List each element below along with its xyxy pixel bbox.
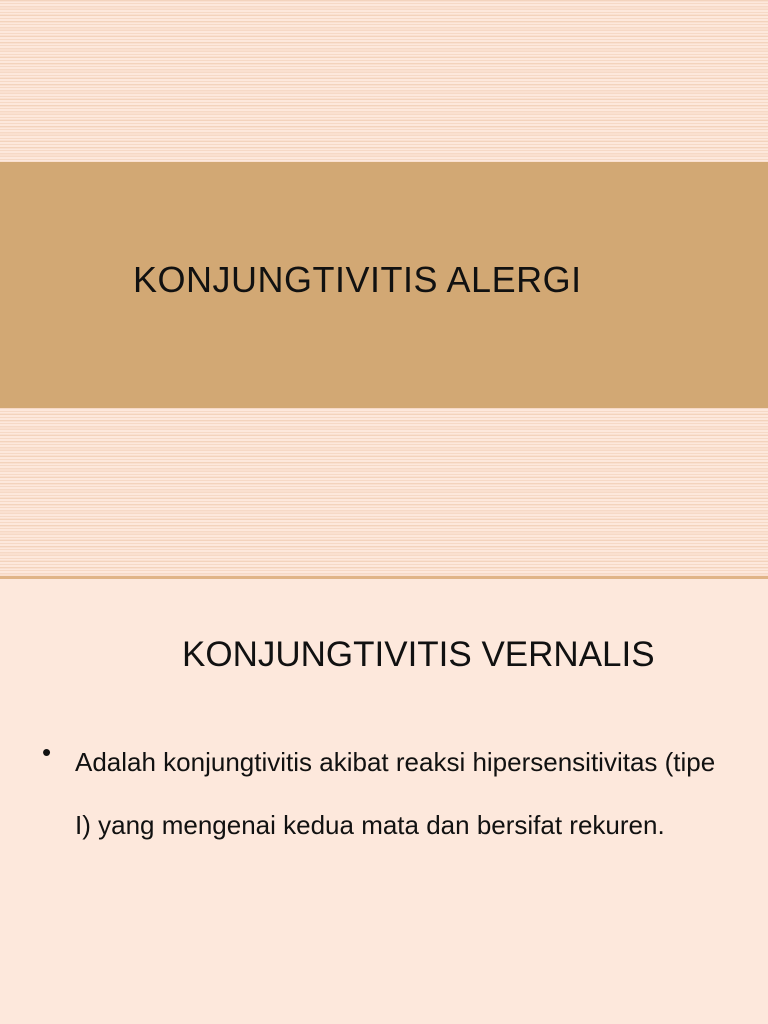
bullet-text: Adalah konjungtivitis akibat reaksi hipersensitivitas (tipe I) yang mengenai kedua mata dan bersifat rekuren. <box>75 747 716 840</box>
slide-title: KONJUNGTIVITIS ALERGI <box>133 259 582 300</box>
bullet-icon: • <box>42 737 52 767</box>
slide-subtitle: KONJUNGTIVITIS VERNALIS <box>182 635 655 674</box>
